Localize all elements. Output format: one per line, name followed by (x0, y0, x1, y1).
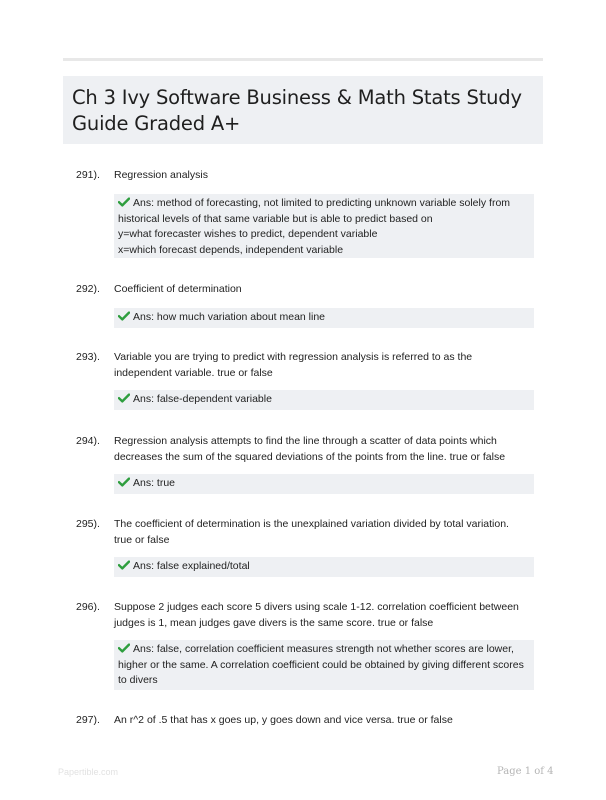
question-number: 295). (76, 518, 100, 530)
page-indicator: Page 1 of 4 (497, 766, 554, 777)
answer-text: Ans: how much variation about mean line (133, 311, 326, 323)
page-title: Ch 3 Ivy Software Business & Math Stats Study Guide Graded A+ (72, 86, 522, 135)
answer-text: Ans: false explained/total (133, 560, 250, 572)
question-text: Variable you are trying to predict with regression analysis is referred to as the independent variable. true or false (114, 351, 473, 379)
check-icon (118, 560, 130, 570)
question-number: 293). (76, 351, 100, 363)
question-text: Coefficient of determination (114, 283, 242, 295)
check-icon (118, 643, 130, 653)
check-icon (118, 311, 130, 321)
answer-text: Ans: false-dependent variable (133, 393, 272, 405)
answer-text-line: x=which forecast depends, independent variable (118, 243, 344, 256)
check-icon (118, 477, 130, 487)
question-number: 294). (76, 435, 100, 447)
answer-box (114, 557, 534, 577)
question-number: 297). (76, 714, 100, 726)
question-text: The coefficient of determination is the unexplained variation divided by total variation. true or false (114, 518, 509, 546)
question-number: 296). (76, 601, 100, 613)
question-number: 292). (76, 283, 100, 295)
question-text: Suppose 2 judges each score 5 divers using scale 1-12. correlation coefficient between judges is 1, mean judges gave divers is the same score. true or false (114, 601, 519, 629)
answer-text: Ans: false, correlation coefficient measures strength not whether scores are lower, higher or the same. A correlation coefficient could be obtained by giving different scores to divers (118, 643, 524, 686)
question-text: Regression analysis attempts to find the line through a scatter of data points which decreases the sum of the squared deviations of the points from the line. true or false (114, 435, 506, 463)
answer-box (114, 474, 534, 494)
answer-text-line: y=what forecaster wishes to predict, dependent variable (118, 228, 378, 240)
title-panel (63, 76, 543, 144)
answer-text: Ans: method of forecasting, not limited to predicting unknown variable solely from historical levels of that same variable but is able to predict based on (118, 197, 511, 225)
answer-box (114, 308, 534, 328)
footer-watermark: Papertible.com (58, 767, 119, 777)
answer-box (114, 194, 534, 258)
question-text: Regression analysis (114, 169, 208, 181)
answer-box (114, 640, 534, 690)
check-icon (118, 197, 130, 207)
top-divider (63, 58, 543, 61)
answer-text: Ans: true (133, 477, 176, 489)
question-text: An r^2 of .5 that has x goes up, y goes down and vice versa. true or false (114, 714, 453, 726)
check-icon (118, 393, 130, 403)
answer-box (114, 390, 534, 410)
question-number: 291). (76, 169, 100, 181)
